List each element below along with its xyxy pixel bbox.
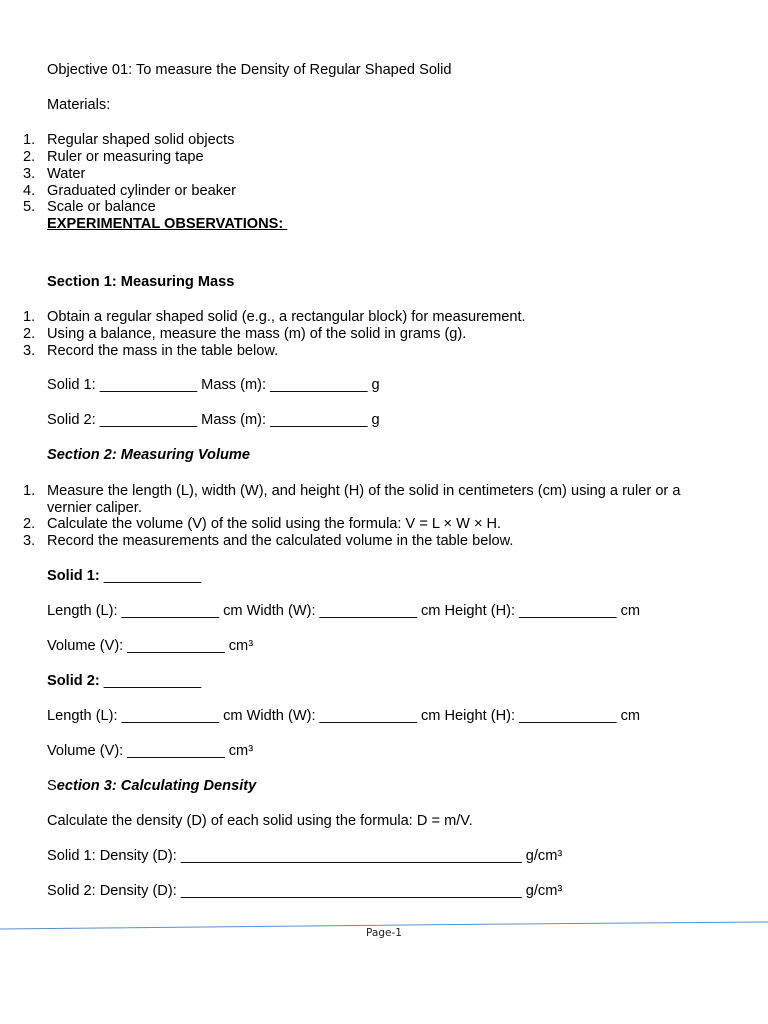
solid1-blank: ____________ — [103, 568, 202, 584]
solid2-volume-line: Volume (V): ____________ cm³ — [47, 743, 254, 759]
list-number: 1. — [23, 309, 36, 325]
solid1-dims-line: Length (L): ____________ cm Width (W): ____________ cm Height (H): ____________ cm — [47, 603, 641, 619]
solid1-volume-label — [47, 568, 201, 585]
list-item: Scale or balance — [47, 199, 156, 215]
section3-title-initial: S — [47, 778, 57, 794]
solid1-density-line: Solid 1: Density (D): __________________________________________ g/cm³ — [47, 848, 563, 864]
objective-title: Objective 01: To measure the Density of Regular Shaped Solid — [47, 62, 452, 78]
solid2-dims-line: Length (L): ____________ cm Width (W): ____________ cm Height (H): ____________ cm — [47, 708, 641, 724]
list-item: Water — [47, 166, 86, 182]
list-number: 3. — [23, 533, 36, 549]
solid2-mass-line: Solid 2: ____________ Mass (m): ____________ g — [47, 412, 380, 428]
list-item: Calculate the volume (V) of the solid using the formula: V = L × W × H. — [47, 516, 502, 532]
section3-title-rest: ection 3: Calculating Density — [56, 778, 257, 794]
list-number: 2. — [23, 326, 36, 342]
page-number: Page-1 — [366, 927, 402, 939]
list-number: 1. — [23, 132, 36, 148]
solid1-label: Solid 1: — [47, 568, 104, 584]
list-number: 2. — [23, 516, 36, 532]
list-item: Record the mass in the table below. — [47, 343, 279, 359]
list-item: Record the measurements and the calculated volume in the table below. — [47, 533, 514, 549]
list-number: 3. — [23, 166, 36, 182]
solid2-volume-label — [47, 673, 201, 690]
list-item: Graduated cylinder or beaker — [47, 183, 237, 199]
list-item: Regular shaped solid objects — [47, 132, 235, 148]
list-item-continuation: vernier caliper. — [47, 500, 142, 516]
observations-heading: EXPERIMENTAL OBSERVATIONS: — [47, 216, 288, 232]
solid1-volume-line: Volume (V): ____________ cm³ — [47, 638, 254, 654]
list-number: 5. — [23, 199, 36, 215]
list-number: 4. — [23, 183, 36, 199]
list-item: Using a balance, measure the mass (m) of the solid in grams (g). — [47, 326, 467, 342]
materials-heading: Materials: — [47, 97, 111, 113]
solid2-density-line: Solid 2: Density (D): __________________________________________ g/cm³ — [47, 883, 563, 899]
list-item: Measure the length (L), width (W), and height (H) of the solid in centimeters (cm) using a ruler or a — [47, 483, 681, 499]
list-number: 1. — [23, 483, 36, 499]
solid2-blank: ____________ — [103, 673, 202, 689]
section2-title: Section 2: Measuring Volume — [47, 447, 251, 463]
list-number: 3. — [23, 343, 36, 359]
solid2-label: Solid 2: — [47, 673, 104, 689]
solid1-mass-line: Solid 1: ____________ Mass (m): ____________ g — [47, 377, 380, 393]
section3-title — [47, 778, 256, 795]
list-number: 2. — [23, 149, 36, 165]
section1-title: Section 1: Measuring Mass — [47, 274, 235, 290]
density-instruction: Calculate the density (D) of each solid using the formula: D = m/V. — [47, 813, 473, 829]
list-item: Ruler or measuring tape — [47, 149, 204, 165]
list-item: Obtain a regular shaped solid (e.g., a rectangular block) for measurement. — [47, 309, 526, 325]
